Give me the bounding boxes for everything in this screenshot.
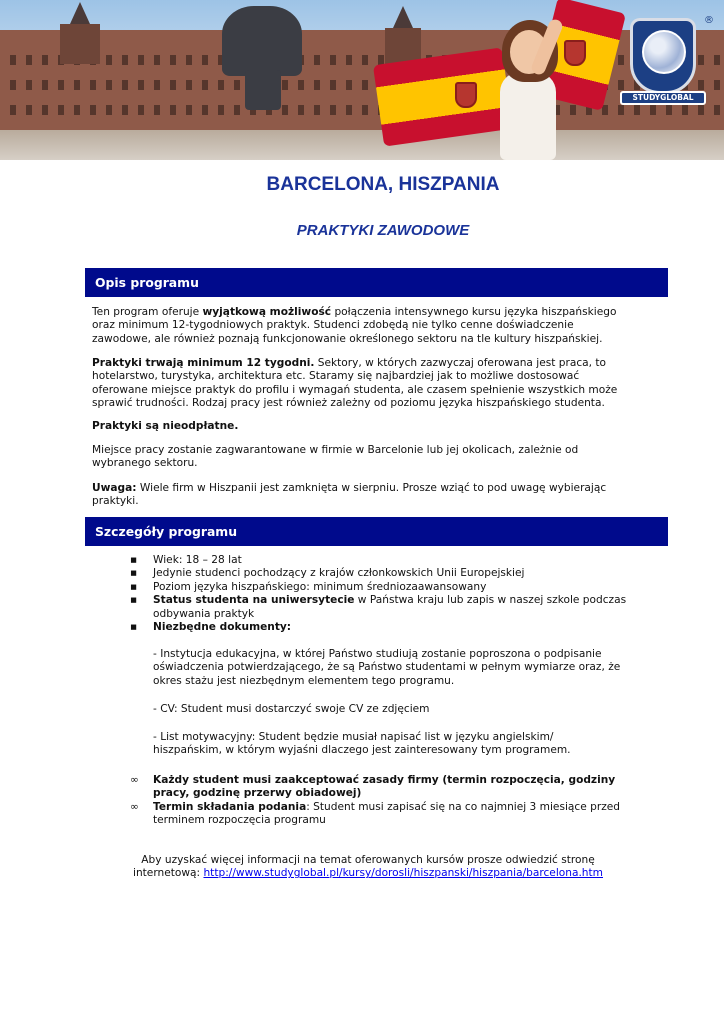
extra-requirements-list [130, 774, 630, 828]
infinity-bullet-icon: ∞ [130, 800, 139, 813]
text-bold: Status studenta na uniwersytecie [153, 594, 355, 607]
studyglobal-logo [620, 14, 714, 104]
bullet: ▪ [130, 567, 138, 580]
coat-of-arms [455, 82, 477, 108]
document-requirement-letter: - List motywacyjny: Student będzie musiał napisać list w języku angielskim/ hiszpańskim, w którym wyjaśni dlaczego jest zainteresowany tym programem. [153, 731, 571, 757]
bullet: ▪ [130, 594, 138, 607]
course-link[interactable]: http://www.studyglobal.pl/kursy/dorosli/hiszpanski/hiszpania/barcelona.htm [203, 867, 603, 880]
globe-icon [642, 30, 686, 74]
list-item [130, 621, 630, 634]
logo-wordmark: STUDYGLOBAL [620, 91, 706, 105]
list-item [130, 801, 630, 828]
text: połączenia intensywnego kursu języka hiszpańskiego oraz minimum 12-tygodniowych praktyk. Studenci zdobędą nie tylko cenne doświadczenie zawodowe, ale również poznają funkcjonowanie określonego sektoru na tle kultury hiszpańskiej. [92, 306, 617, 345]
duration-paragraph [92, 357, 628, 411]
text-bold: Każdy student musi zaakceptować zasady firmy (termin rozpoczęcia, godziny pracy, godzinę przerwy obiadowej) [153, 774, 616, 800]
header-banner-photo [0, 0, 724, 160]
woman-figure [500, 72, 556, 160]
building-windows [0, 105, 724, 115]
text: w Państwa kraju lub zapis w naszej szkole podczas odbywania praktyk [153, 594, 627, 620]
document-requirement-cv: - CV: Student musi dostarczyć swoje CV ze zdjęciem [153, 703, 430, 715]
text-bold: Uwaga: [92, 482, 137, 494]
text: Poziom języka hiszpańskiego: minimum średniozaawansowany [153, 580, 487, 593]
text-bold: Praktyki trwają minimum 12 tygodni. [92, 357, 315, 369]
plaza-ground [0, 130, 724, 160]
page-subtitle: PRAKTYKI ZAWODOWE [296, 222, 470, 239]
text: Ten program oferuje [92, 306, 203, 318]
intro-paragraph [92, 306, 628, 346]
text-bold: Niezbędne dokumenty: [153, 621, 292, 634]
text: Aby uzyskać więcej informacji na temat oferowanych kursów prosze odwiedzić stronę internetową: [133, 854, 595, 880]
location-paragraph: Miejsce pracy zostanie zagwarantowane w firmie w Barcelonie lub jej okolicach, zależnie od wybranego sektoru. [92, 444, 579, 470]
note-paragraph [92, 482, 628, 509]
page-title: BARCELONA, HISZPANIA [266, 174, 500, 195]
bullet: ▪ [130, 580, 138, 593]
spire [393, 6, 413, 28]
list-item [130, 567, 630, 580]
list-item [130, 594, 630, 621]
spire [70, 2, 90, 24]
tower [60, 24, 100, 64]
text-bold: Praktyki są nieodpłatne. [92, 420, 239, 432]
list-item [130, 774, 630, 801]
text: Wiek: 18 – 28 lat [153, 554, 242, 566]
unpaid-paragraph [92, 420, 628, 433]
list-item [130, 581, 630, 594]
section-heading-szczegoly: Szczegóły programu [85, 517, 668, 546]
document-requirement-institution: - Instytucja edukacyjna, w której Państwo studiują zostanie poproszona o podpisanie oświadczenia potwierdzającego, że są Państwo studentami w pełnym wymiarze oraz, że okres stażu jest niezbędnym elementem tego programu. [153, 648, 621, 687]
bullet: ▪ [130, 621, 138, 634]
text: Wiele firm w Hiszpanii jest zamknięta w sierpniu. Prosze wziąć to pod uwagę wybierając praktyki. [92, 482, 607, 508]
text: : Student musi zapisać się na co najmniej 3 miesiące przed terminem rozpoczęcia programu [153, 800, 620, 827]
text: Sektory, w których zazwyczaj oferowana jest praca, to hotelarstwo, turystyka, architektura etc. Staramy się najbardziej jak to możliwe dostosować oferowane miejsce praktyk do profilu i wymagań studenta, ale czasem spełnienie wszystkich może sprawić trudności. Rodzaj pracy jest również zależny od poziomu języka hiszpańskiego studenta. [92, 357, 618, 410]
equestrian-statue [222, 6, 302, 76]
details-list [130, 554, 630, 634]
section-heading-opis: Opis programu [85, 268, 668, 297]
closing-paragraph [118, 854, 618, 881]
list-item [130, 554, 630, 567]
text-bold: Termin składania podania [153, 800, 307, 813]
text-bold: wyjątkową możliwość [202, 306, 332, 318]
registered-mark: ® [704, 15, 714, 26]
building-windows [0, 80, 724, 90]
infinity-bullet-icon: ∞ [130, 774, 139, 786]
coat-of-arms [564, 40, 586, 66]
statue-pedestal [245, 70, 281, 110]
bullet: ▪ [130, 554, 138, 566]
text: Jedynie studenci pochodzący z krajów członkowskich Unii Europejskiej [153, 567, 525, 580]
